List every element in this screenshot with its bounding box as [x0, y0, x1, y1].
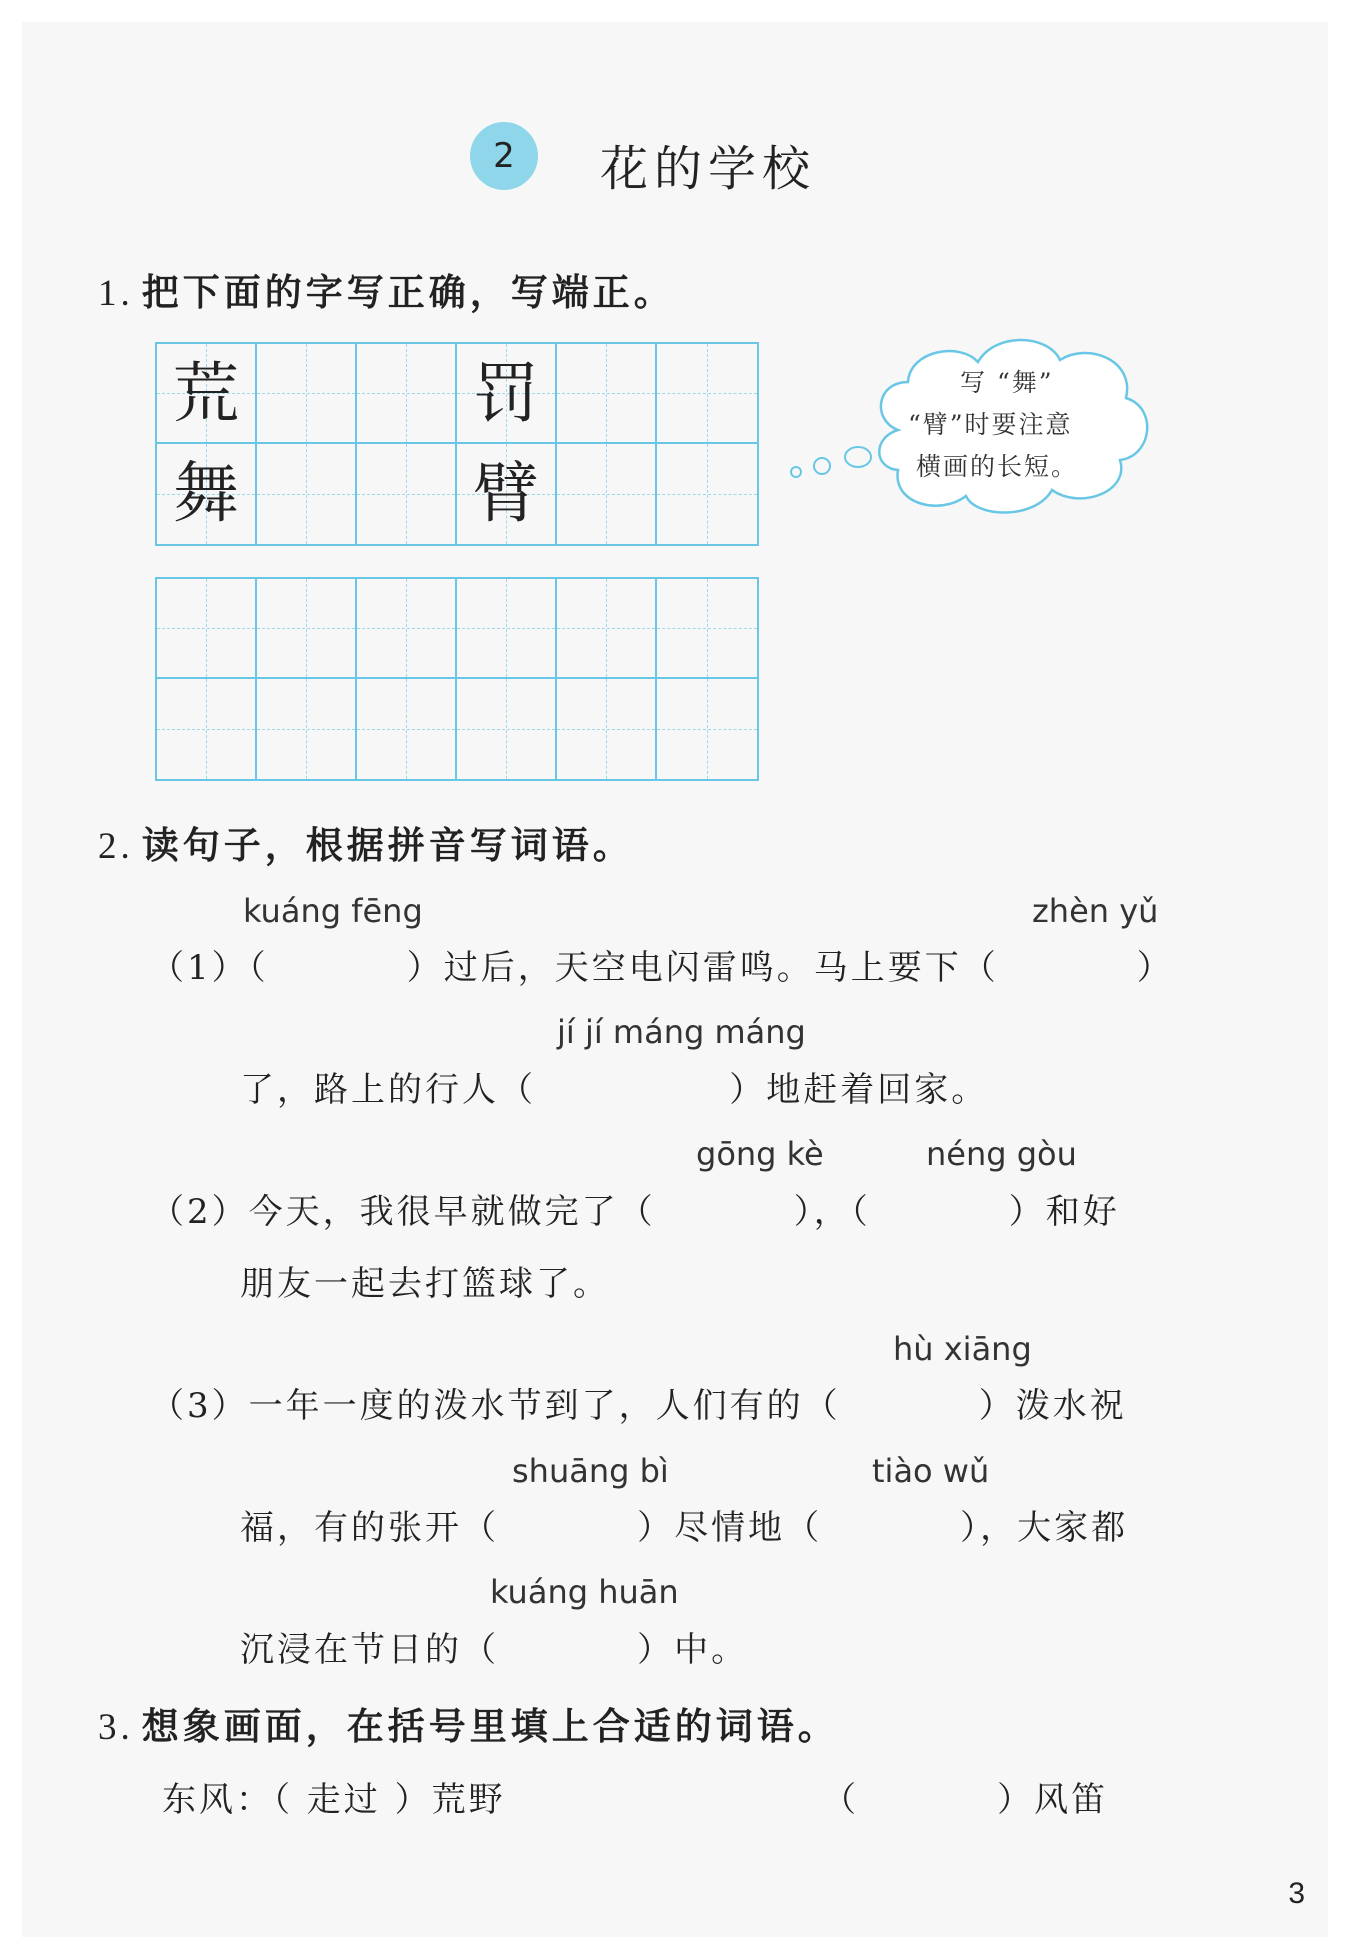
sentence-3-line-2: 福，有的张开（ ）尽情地（ ），大家都 [240, 1508, 1129, 1548]
sentence-2-line-1: （2）今天，我很早就做完了（ ），（ ）和好 [150, 1192, 1120, 1232]
model-char: 罚 [473, 355, 539, 432]
pinyin-hu-xiang: hù xiāng [893, 1330, 1032, 1368]
model-char: 荒 [173, 355, 239, 432]
grid-cell[interactable] [557, 679, 657, 779]
lesson-title: 花的学校 [600, 141, 817, 197]
grid-cell[interactable] [157, 579, 257, 679]
q2-heading [98, 815, 634, 869]
pinyin-kuang-feng: kuáng fēng [243, 892, 423, 930]
tip-line-1: 写 “舞” [960, 368, 1054, 397]
grid-cell[interactable] [357, 679, 457, 779]
q3-text: 想象画面，在括号里填上合适的词语。 [141, 1704, 839, 1748]
grid-cell[interactable] [557, 344, 657, 444]
q1-number: 1. [98, 273, 134, 314]
sentence-1-line-1: （1）（ ）过后，天空电闪雷鸣。马上要下（ ） [150, 948, 1174, 988]
grid-cell[interactable] [257, 579, 357, 679]
tip-line-2: “臂”时要注意 [908, 410, 1073, 439]
grid-cell[interactable] [457, 579, 557, 679]
sentence-1-line-2: 了，路上的行人（ ）地赶着回家。 [240, 1070, 989, 1110]
writing-grid-practice [155, 577, 759, 781]
grid-cell[interactable] [357, 444, 457, 544]
sentence-3-line-1: （3）一年一度的泼水节到了，人们有的（ ）泼水祝 [150, 1386, 1127, 1426]
grid-cell[interactable] [457, 444, 557, 544]
page-number: 3 [1288, 1877, 1305, 1910]
q1-text: 把下面的字写正确，写端正。 [141, 270, 675, 314]
pinyin-gong-ke: gōng kè [696, 1135, 824, 1173]
grid-cell[interactable] [157, 679, 257, 779]
pinyin-tiao-wu: tiào wǔ [872, 1452, 990, 1490]
grid-cell[interactable] [357, 579, 457, 679]
q3-number: 3. [98, 1707, 134, 1748]
grid-cell[interactable] [657, 679, 757, 779]
grid-cell[interactable] [657, 579, 757, 679]
grid-cell[interactable] [557, 579, 657, 679]
pinyin-neng-gou: néng gòu [926, 1135, 1077, 1173]
writing-grid-model [155, 342, 759, 546]
grid-cell[interactable] [257, 344, 357, 444]
grid-cell[interactable] [457, 679, 557, 779]
grid-cell[interactable] [157, 444, 257, 544]
q2-number: 2. [98, 826, 134, 867]
grid-cell[interactable] [557, 444, 657, 544]
model-char: 舞 [173, 455, 239, 532]
q2-text: 读句子，根据拼音写词语。 [141, 823, 634, 867]
grid-cell[interactable] [657, 444, 757, 544]
pinyin-jiji-mangmang: jí jí máng máng [557, 1013, 806, 1051]
q3-right-item: （ ）风笛 [822, 1780, 1109, 1820]
tip-line-3: 横画的长短。 [916, 452, 1079, 481]
grid-cell[interactable] [457, 344, 557, 444]
grid-cell[interactable] [157, 344, 257, 444]
grid-cell[interactable] [257, 679, 357, 779]
grid-cell[interactable] [357, 344, 457, 444]
sentence-3-line-3: 沉浸在节日的（ ）中。 [240, 1630, 749, 1670]
q3-heading [98, 1696, 839, 1750]
pinyin-zhen-yu: zhèn yǔ [1032, 892, 1159, 930]
q3-left-item: 东风：（ 走过 ）荒野 [162, 1780, 506, 1820]
lesson-number-badge: 2 [470, 122, 538, 190]
pinyin-shuang-bi: shuāng bì [512, 1452, 669, 1490]
grid-cell[interactable] [657, 344, 757, 444]
model-char: 臂 [473, 455, 539, 532]
sentence-2-line-2: 朋友一起去打篮球了。 [240, 1264, 610, 1304]
q1-heading [98, 262, 675, 316]
grid-cell[interactable] [257, 444, 357, 544]
pinyin-kuang-huan: kuáng huān [490, 1573, 679, 1611]
